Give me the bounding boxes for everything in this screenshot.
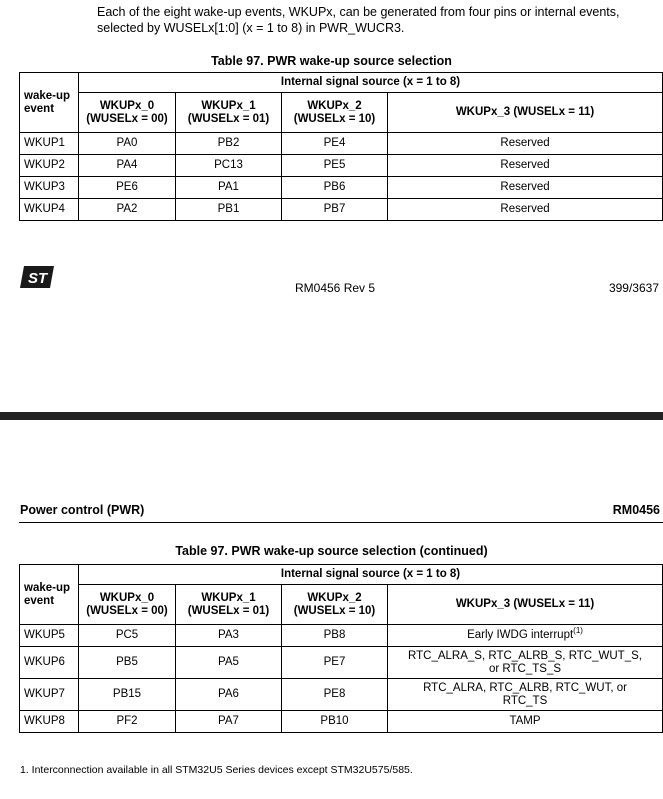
table-row: WKUP8 PF2 PA7 PB10 TAMP [20, 711, 663, 733]
header-group: Internal signal source (x = 1 to 8) [79, 565, 663, 585]
table1-title: Table 97. PWR wake-up source selection [211, 54, 452, 68]
running-header-right: RM0456 [612, 503, 660, 517]
table-row: WKUP3 PE6 PA1 PB6 Reserved [20, 177, 663, 199]
header-group: Internal signal source (x = 1 to 8) [79, 73, 663, 93]
wakeup-table-1 [19, 72, 663, 221]
page-number: 399/3637 [608, 281, 659, 295]
header-col-3: WKUPx_3 (WUSELx = 11) [388, 585, 663, 625]
table-row: WKUP7 PB15 PA6 PE8 RTC_ALRA, RTC_ALRB, RTC_WUT, or RTC_TS [20, 679, 663, 711]
header-col-1: WKUPx_1 (WUSELx = 01) [176, 93, 282, 133]
footnote: 1. Interconnection available in all STM32U5 Series devices except STM32U575/585. [20, 764, 413, 776]
wakeup-table-2 [19, 564, 663, 733]
header-rule [19, 522, 663, 523]
running-header-left: Power control (PWR) [20, 503, 145, 517]
doc-id: RM0456 Rev 5 [295, 281, 376, 295]
header-col-3: WKUPx_3 (WUSELx = 11) [388, 93, 663, 133]
table-row: WKUP6 PB5 PA5 PE7 RTC_ALRA_S, RTC_ALRB_S, RTC_WUT_S, or RTC_TS_S [20, 647, 663, 679]
footnote-marker: (1) [573, 626, 583, 636]
header-col-0: WKUPx_0 (WUSELx = 00) [79, 93, 176, 133]
header-col-1: WKUPx_1 (WUSELx = 01) [176, 585, 282, 625]
header-event: wake-up event [20, 565, 79, 625]
page-break [0, 412, 663, 420]
table-row: WKUP1 PA0 PB2 PE4 Reserved [20, 133, 663, 155]
header-col-0: WKUPx_0 (WUSELx = 00) [79, 585, 176, 625]
table-row: WKUP5 PC5 PA3 PB8 Early IWDG interrupt$^{(1)}$ [20, 625, 663, 647]
st-logo-icon [20, 266, 54, 288]
table2-title: Table 97. PWR wake-up source selection (continued) [175, 544, 488, 558]
header-col-2: WKUPx_2 (WUSELx = 10) [282, 93, 388, 133]
header-col-2: WKUPx_2 (WUSELx = 10) [282, 585, 388, 625]
table-row: WKUP4 PA2 PB1 PB7 Reserved [20, 199, 663, 221]
intro-paragraph: Each of the eight wake-up events, WKUPx, can be generated from four pins or internal events, selected by WUSELx[1:0] (x = 1 to 8) in PWR_WUCR3. [97, 5, 620, 35]
svg-text:ST: ST [28, 270, 48, 287]
table-row: WKUP2 PA4 PC13 PE5 Reserved [20, 155, 663, 177]
header-event: wake-up event [20, 73, 79, 133]
